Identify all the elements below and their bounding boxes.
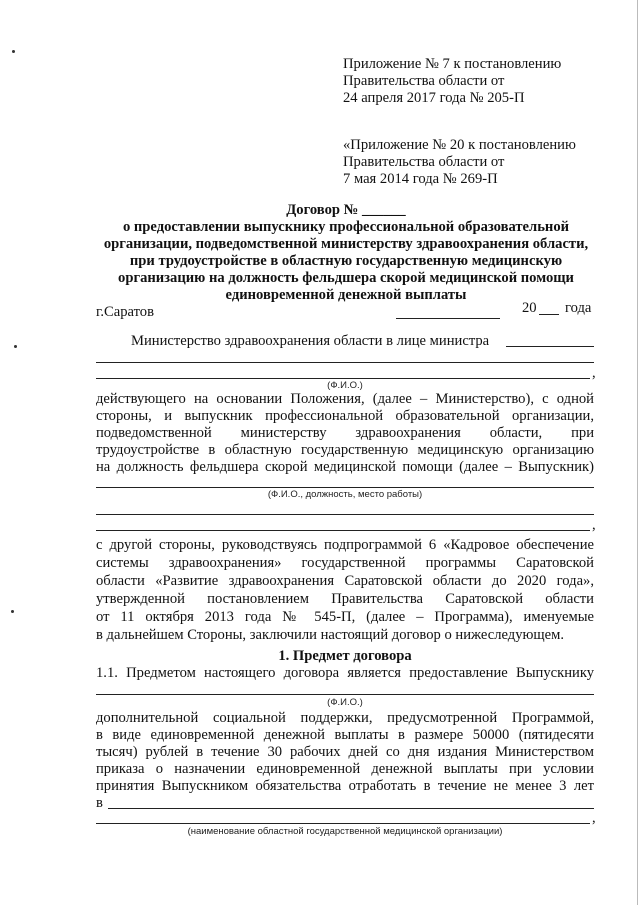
fio-blank-line — [96, 694, 594, 695]
preamble-line: подведомственной министерству здравоохранения области, при — [96, 425, 594, 441]
org-blank-line — [108, 808, 594, 809]
preamble-line: на должность фельдшера скорой медицинской помощи (далее – Выпускник) — [96, 459, 594, 475]
preamble-line: в дальнейшем Стороны, заключили настоящий договор о нижеследующем. — [96, 627, 565, 643]
appendix7-line1: Приложение № 7 к постановлению — [343, 56, 562, 72]
section1-heading: 1. Предмет договора — [278, 648, 412, 664]
preamble-line: от 11 октября 2013 года № 545-П, (далее – Программа), именуемые — [96, 609, 594, 625]
year-blank-line — [539, 314, 559, 315]
fio-job-caption: (Ф.И.О., должность, место работы) — [267, 489, 423, 500]
fio-blank-line — [96, 378, 590, 379]
section1-line: дополнительной социальной поддержки, предусмотренной Программой, — [96, 710, 594, 726]
preamble-line: с другой стороны, руководствуясь подпрограммой 6 «Кадровое обеспечение — [96, 537, 594, 553]
minister-blank-line — [506, 346, 594, 347]
comma: , — [592, 365, 596, 381]
title-line6: единовременной денежной выплаты — [225, 287, 467, 303]
section1-line: 1.1. Предметом настоящего договора является предоставление Выпускнику — [96, 665, 594, 681]
appendix7-line2: Правительства области от — [343, 73, 505, 89]
preamble-line: действующего на основании Положения, (далее – Министерство), с одной — [96, 391, 594, 407]
title-line5: организацию на должность фельдшера скорой медицинской помощи — [118, 270, 574, 286]
blank-line — [96, 362, 594, 363]
fio-job-blank-line — [96, 487, 594, 488]
org-caption: (наименование областной государственной медицинской организации) — [187, 826, 503, 837]
comma: , — [592, 517, 596, 533]
section1-line: принятия Выпускником обязательства отработать в течение не менее 3 лет — [96, 778, 594, 794]
title-line2: о предоставлении выпускнику профессиональной образовательной — [122, 219, 570, 235]
year-prefix: 20 — [522, 300, 537, 316]
blank-line — [96, 514, 594, 515]
scan-speck — [12, 50, 15, 53]
ministry-line: Министерство здравоохранения области в лице министра — [131, 333, 490, 349]
fio-caption: (Ф.И.О.) — [327, 380, 363, 391]
scan-speck — [14, 345, 17, 348]
preamble-line: области «Развитие здравоохранения Саратовской области до 2020 года», — [96, 573, 594, 589]
appendix20-line2: Правительства области от — [343, 154, 505, 170]
appendix7-line3: 24 апреля 2017 года № 205-П — [343, 90, 525, 106]
appendix20-line3: 7 мая 2014 года № 269-П — [343, 171, 498, 187]
date-blank-line — [396, 318, 500, 319]
org-blank-line — [96, 823, 590, 824]
section1-line: в виде единовременной денежной выплаты в размере 50000 (пятидесяти — [96, 727, 594, 743]
section1-line: в — [96, 795, 103, 811]
blank-line — [96, 530, 590, 531]
city-label: г.Саратов — [96, 304, 154, 320]
title-line3: организации, подведомственной министерству здравоохранения области, — [103, 236, 589, 252]
section1-line: приказа о назначении единовременной денежной выплаты при условии — [96, 761, 594, 777]
preamble-line: системы здравоохранения» государственной программы Саратовской — [96, 555, 594, 571]
page-edge — [637, 0, 638, 905]
preamble-line: трудоустройстве в областную государственную медицинскую организацию — [96, 442, 594, 458]
section1-line: тысяч) рублей в течение 30 рабочих дней со дня издания Министерством — [96, 744, 594, 760]
comma: , — [592, 810, 596, 826]
scan-speck — [11, 610, 14, 613]
preamble-line: утвержденной постановлением Правительства Саратовской области — [96, 591, 594, 607]
title-line4: при трудоустройстве в областную государственную медицинскую — [129, 253, 563, 269]
appendix20-line1: «Приложение № 20 к постановлению — [343, 137, 576, 153]
preamble-line: стороны, и выпускник профессиональной образовательной организации, — [96, 408, 594, 424]
contract-title: Договор № ______ — [286, 202, 406, 218]
year-suffix: года — [565, 300, 592, 316]
fio-caption: (Ф.И.О.) — [327, 697, 363, 708]
